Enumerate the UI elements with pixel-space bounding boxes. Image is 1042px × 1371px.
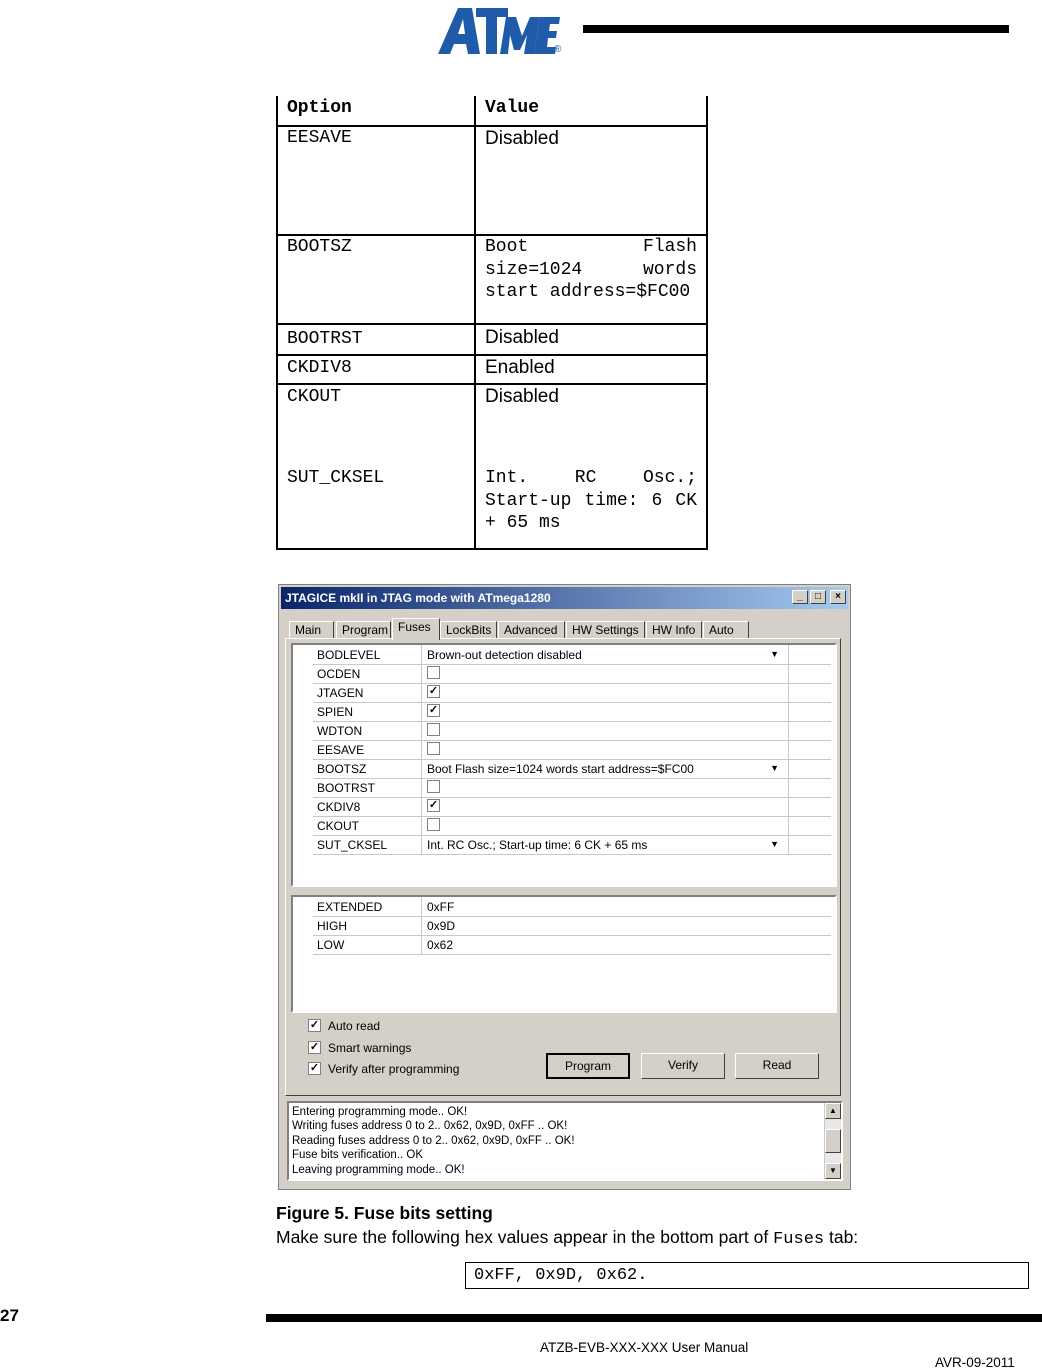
instruction-before: Make sure the following hex values appear in the bottom part of <box>276 1227 774 1247</box>
option-ckout: CKOUT <box>287 387 342 407</box>
fuse-byte-row[interactable] <box>313 916 831 936</box>
fuses-panel <box>285 638 841 1096</box>
log-line: Writing fuses address 0 to 2.. 0x62, 0x9D, 0xFF .. OK! <box>292 1120 568 1132</box>
smart-warnings-checkbox[interactable]: ✓ <box>309 1041 320 1053</box>
atmel-logo <box>436 2 566 60</box>
fuse-row-bootsz[interactable] <box>313 759 831 779</box>
value-sut-cksel: Int. RC Osc.; Start-up time: 6 CK + 65 ms <box>485 468 697 533</box>
minimize-button[interactable]: _ <box>792 590 808 604</box>
scroll-up-icon[interactable]: ▲ <box>825 1103 841 1119</box>
tab-main[interactable]: Main <box>289 621 334 639</box>
fuse-byte-value: 0x62 <box>427 938 454 952</box>
fuse-row-wdton[interactable] <box>313 721 831 741</box>
column-divider <box>474 96 476 548</box>
scroll-thumb[interactable] <box>825 1129 841 1153</box>
value-bootsz: Boot Flash size=1024 words start address=$FC00 <box>485 237 697 302</box>
value-ckdiv8: Enabled <box>485 357 555 378</box>
read-button[interactable]: Read <box>735 1053 819 1079</box>
program-button[interactable]: Program <box>546 1053 630 1079</box>
tab-fuses[interactable]: Fuses <box>392 618 440 640</box>
header-value: Value <box>485 98 540 118</box>
option-bootsz: BOOTSZ <box>287 237 352 257</box>
hex-values-box: 0xFF, 0x9D, 0x62. <box>465 1262 1029 1289</box>
tab-program[interactable]: Program <box>336 621 391 639</box>
verify-after-programming-checkbox[interactable]: ✓ <box>309 1062 320 1074</box>
verify-button[interactable]: Verify <box>641 1053 725 1079</box>
fuse-value: Boot Flash size=1024 words start address=$FC00 <box>427 762 694 776</box>
header-rule <box>583 25 1009 33</box>
row-divider <box>278 354 706 356</box>
manual-title: ATZB-EVB-XXX-XXX User Manual <box>540 1340 749 1355</box>
fuse-checkbox[interactable]: ✓ <box>428 799 439 811</box>
window-title-bar[interactable] <box>281 587 848 609</box>
fuse-row-eesave[interactable] <box>313 740 831 760</box>
tab-advanced[interactable]: Advanced <box>498 621 565 639</box>
fuse-name: BOOTRST <box>317 781 376 795</box>
value-ckout: Disabled <box>485 386 559 407</box>
fuse-value: Int. RC Osc.; Start-up time: 6 CK + 65 ms <box>427 838 648 852</box>
smart-warnings-label: Smart warnings <box>328 1041 412 1055</box>
option-bootrst: BOOTRST <box>287 329 363 349</box>
window-title: JTAGICE mkII in JTAG mode with ATmega1280 <box>285 591 551 605</box>
fuse-row-ocden[interactable] <box>313 664 831 684</box>
fuse-row-bodlevel[interactable] <box>313 645 831 665</box>
fuse-value: Brown-out detection disabled <box>427 648 582 662</box>
instruction-text <box>276 1227 858 1249</box>
fuse-checkbox[interactable] <box>427 818 440 831</box>
scroll-down-icon[interactable]: ▼ <box>825 1163 841 1179</box>
fuse-bytes-list[interactable] <box>291 895 837 1013</box>
fuse-row-bootrst[interactable] <box>313 778 831 798</box>
dropdown-arrow-icon[interactable]: ▼ <box>770 763 779 773</box>
fuse-byte-name: HIGH <box>317 919 347 933</box>
fuse-row-sut-cksel[interactable] <box>313 835 831 855</box>
header-option: Option <box>287 98 352 118</box>
verify-after-programming-label: Verify after programming <box>328 1062 460 1076</box>
fuse-checkbox[interactable] <box>427 666 440 679</box>
fuse-byte-name: EXTENDED <box>317 900 383 914</box>
footer-rule <box>266 1314 1042 1322</box>
fuse-name: BOOTSZ <box>317 762 367 776</box>
option-ckdiv8: CKDIV8 <box>287 358 352 378</box>
fuse-name: SUT_CKSEL <box>317 838 388 852</box>
close-button[interactable]: × <box>830 590 846 604</box>
value-eesave: Disabled <box>485 128 559 149</box>
fuse-name: CKDIV8 <box>317 800 361 814</box>
log-line: Reading fuses address 0 to 2.. 0x62, 0x9D, 0xFF .. OK! <box>292 1135 575 1147</box>
fuse-byte-value: 0x9D <box>427 919 456 933</box>
fuse-checkbox[interactable]: ✓ <box>428 685 439 697</box>
option-sut-cksel: SUT_CKSEL <box>287 468 385 488</box>
tab-hw-settings[interactable]: HW Settings <box>566 621 645 639</box>
fuse-list[interactable] <box>291 643 837 887</box>
fuse-checkbox[interactable]: ✓ <box>428 704 439 716</box>
tab-hw-info[interactable]: HW Info <box>646 621 702 639</box>
jtagice-window <box>278 584 851 1190</box>
maximize-button[interactable]: □ <box>810 590 826 604</box>
fuse-byte-row[interactable] <box>313 935 831 955</box>
figure-caption: Figure 5. Fuse bits setting <box>276 1203 493 1223</box>
log-line: Entering programming mode.. OK! <box>292 1106 468 1118</box>
fuse-byte-row[interactable] <box>313 897 831 917</box>
log-output[interactable] <box>287 1101 843 1181</box>
fuse-name: CKOUT <box>317 819 359 833</box>
page-number: 27 <box>0 1306 19 1325</box>
tab-auto[interactable]: Auto <box>703 621 749 639</box>
value-bootrst: Disabled <box>485 327 559 348</box>
auto-read-checkbox[interactable]: ✓ <box>309 1019 320 1031</box>
fuse-name: BODLEVEL <box>317 648 381 662</box>
row-divider <box>278 383 706 385</box>
fuse-checkbox[interactable] <box>427 723 440 736</box>
fuse-byte-value: 0xFF <box>427 900 455 914</box>
fuse-checkbox[interactable] <box>427 780 440 793</box>
fuse-name: OCDEN <box>317 667 361 681</box>
fuse-row-ckdiv8[interactable] <box>313 797 831 817</box>
option-table <box>276 96 708 550</box>
dropdown-arrow-icon[interactable]: ▼ <box>770 649 779 659</box>
row-divider <box>278 323 706 325</box>
fuse-name: EESAVE <box>317 743 365 757</box>
fuse-name: JTAGEN <box>317 686 364 700</box>
option-eesave: EESAVE <box>287 128 352 148</box>
auto-read-label: Auto read <box>328 1019 381 1033</box>
fuse-row-spien[interactable] <box>313 702 831 722</box>
fuse-row-jtagen[interactable] <box>313 683 831 703</box>
doc-id: AVR-09-2011 <box>935 1355 1015 1370</box>
registered-mark: ® <box>554 44 562 55</box>
fuse-name: WDTON <box>317 724 363 738</box>
log-scrollbar[interactable] <box>824 1103 841 1179</box>
dropdown-arrow-icon[interactable]: ▼ <box>770 839 779 849</box>
tab-lockbits[interactable]: LockBits <box>440 621 497 639</box>
log-line: Leaving programming mode.. OK! <box>292 1164 465 1176</box>
instruction-code: Fuses <box>773 1230 825 1249</box>
log-line: Fuse bits verification.. OK <box>292 1149 424 1161</box>
instruction-after: tab: <box>824 1227 859 1247</box>
fuse-row-ckout[interactable] <box>313 816 831 836</box>
fuse-name: SPIEN <box>317 705 354 719</box>
fuse-checkbox[interactable] <box>427 742 440 755</box>
fuse-byte-name: LOW <box>317 938 345 952</box>
